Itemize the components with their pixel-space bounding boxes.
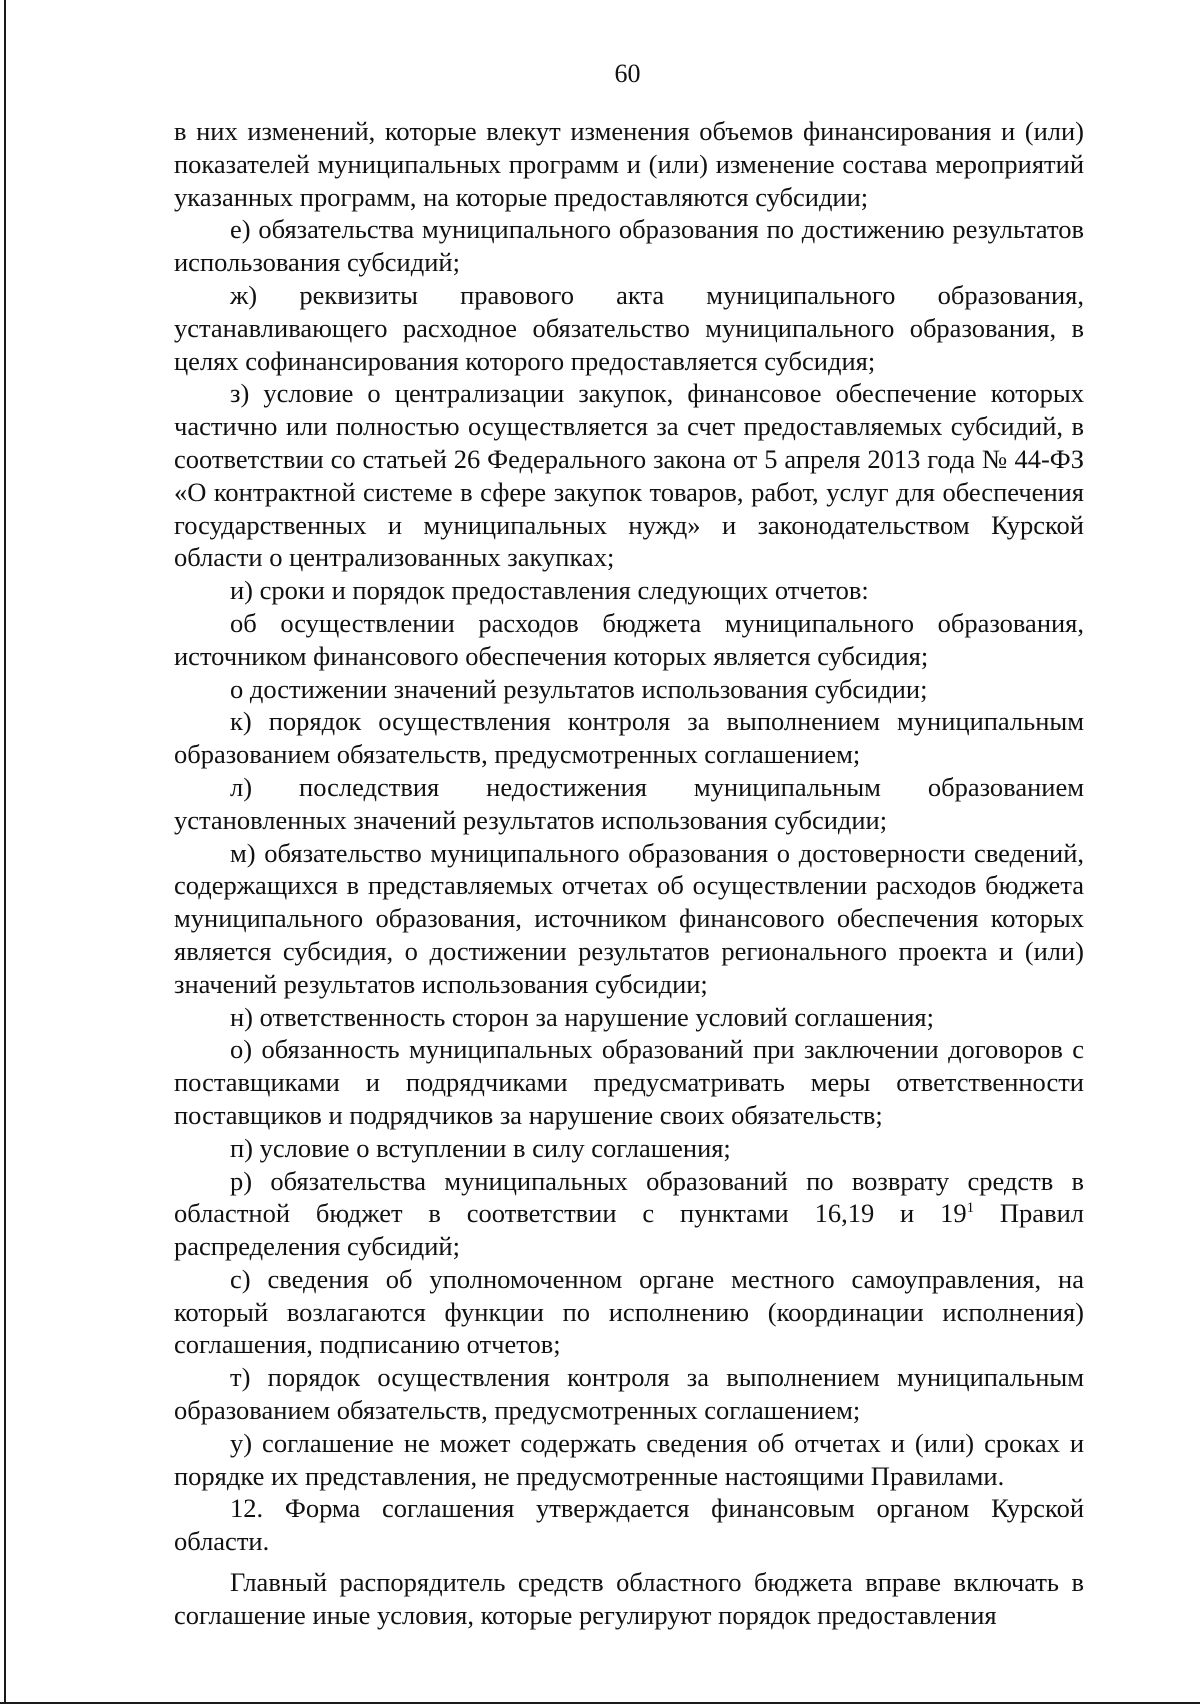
paragraph-item-r-text-end: Правил распределения субсидий; xyxy=(174,1198,1084,1262)
paragraph-item-n: н) ответственность сторон за нарушение условий соглашения; xyxy=(230,1001,934,1032)
superscript-footnote: 1 xyxy=(966,1200,975,1217)
paragraph-report-expenses: об осуществлении расходов бюджета муниципального образования, источником финансового обеспечения которых является субсидия; xyxy=(174,607,1084,671)
paragraph-item-l: л) последствия недостижения муниципальным образованием установленных значений результатов использования субсидии; xyxy=(174,771,1084,835)
paragraph-item-e: е) обязательства муниципального образования по достижению результатов использования субсидий; xyxy=(174,214,1084,278)
paragraph-item-z: з) условие о централизации закупок, финансовое обеспечение которых частично или полностью осуществляется за счет предоставляемых субсидий, в соответствии со статьей 26 Федерального закона от 5 апреля 2013 года № 44-ФЗ «О контрактной системе в сфере закупок товаров, работ, услуг для обеспечения государственных и муниципальных нужд» и законодательством Курской области о централизованных закупках; xyxy=(174,378,1084,573)
paragraph-item-p: п) условие о вступлении в силу соглашения; xyxy=(230,1132,731,1163)
paragraph-item-r-text: р) обязательства муниципальных образований по возврату средств в областной бюджет в соответствии с пунктами 16,19 и 19 xyxy=(174,1165,1084,1229)
paragraph-item-o: о) обязанность муниципальных образований при заключении договоров с поставщиками и подрядчиками предусматривать меры ответственности поставщиков и подрядчиков за нарушение своих обязательств; xyxy=(174,1034,1084,1130)
paragraph-item-k: к) порядок осуществления контроля за выполнением муниципальным образованием обязательств, предусмотренных соглашением; xyxy=(174,706,1084,770)
scan-edge-left xyxy=(4,0,6,1704)
paragraph-item-t: т) порядок осуществления контроля за выполнением муниципальным образованием обязательств, предусмотренных соглашением; xyxy=(174,1362,1084,1426)
page-number: 60 xyxy=(614,59,641,88)
paragraph-main-administrator: Главный распорядитель средств областного бюджета вправе включать в соглашение иные условия, которые регулируют порядок предоставления xyxy=(174,1567,1084,1630)
paragraph-item-zh: ж) реквизиты правового акта муниципального образования, устанавливающего расходное обязательство муниципального образования, в целях софинансирования которого предоставляется субсидия; xyxy=(174,279,1084,376)
document-body xyxy=(174,115,1084,1632)
paragraph-item-u: у) соглашение не может содержать сведения об отчетах и (или) сроках и порядке их представления, не предусмотренные настоящими Правилами. xyxy=(174,1427,1084,1491)
paragraph-continuation: в них изменений, которые влекут изменения объемов финансирования и (или) показателей муниципальных программ и (или) изменение состава мероприятий указанных программ, на которые предоставляются субсидии; xyxy=(174,116,1084,212)
paragraph-item-s: с) сведения об уполномоченном органе местного самоуправления, на который возлагаются функции по исполнению (координации исполнения) соглашения, подписанию отчетов; xyxy=(174,1263,1084,1360)
paragraph-item-m: м) обязательство муниципального образования о достоверности сведений, содержащихся в представляемых отчетах об осуществлении расходов бюджета муниципального образования, источником финансового обеспечения которых является субсидия, о достижении результатов регионального проекта и (или) значений результатов использования субсидии; xyxy=(174,837,1084,999)
paragraph-item-i: и) сроки и порядок предоставления следующих отчетов: xyxy=(230,575,869,606)
paragraph-report-results: о достижении значений результатов использования субсидии; xyxy=(230,673,928,704)
paragraph-item-r xyxy=(174,1165,1084,1263)
paragraph-clause-12: 12. Форма соглашения утверждается финансовым органом Курской области. xyxy=(174,1493,1084,1557)
